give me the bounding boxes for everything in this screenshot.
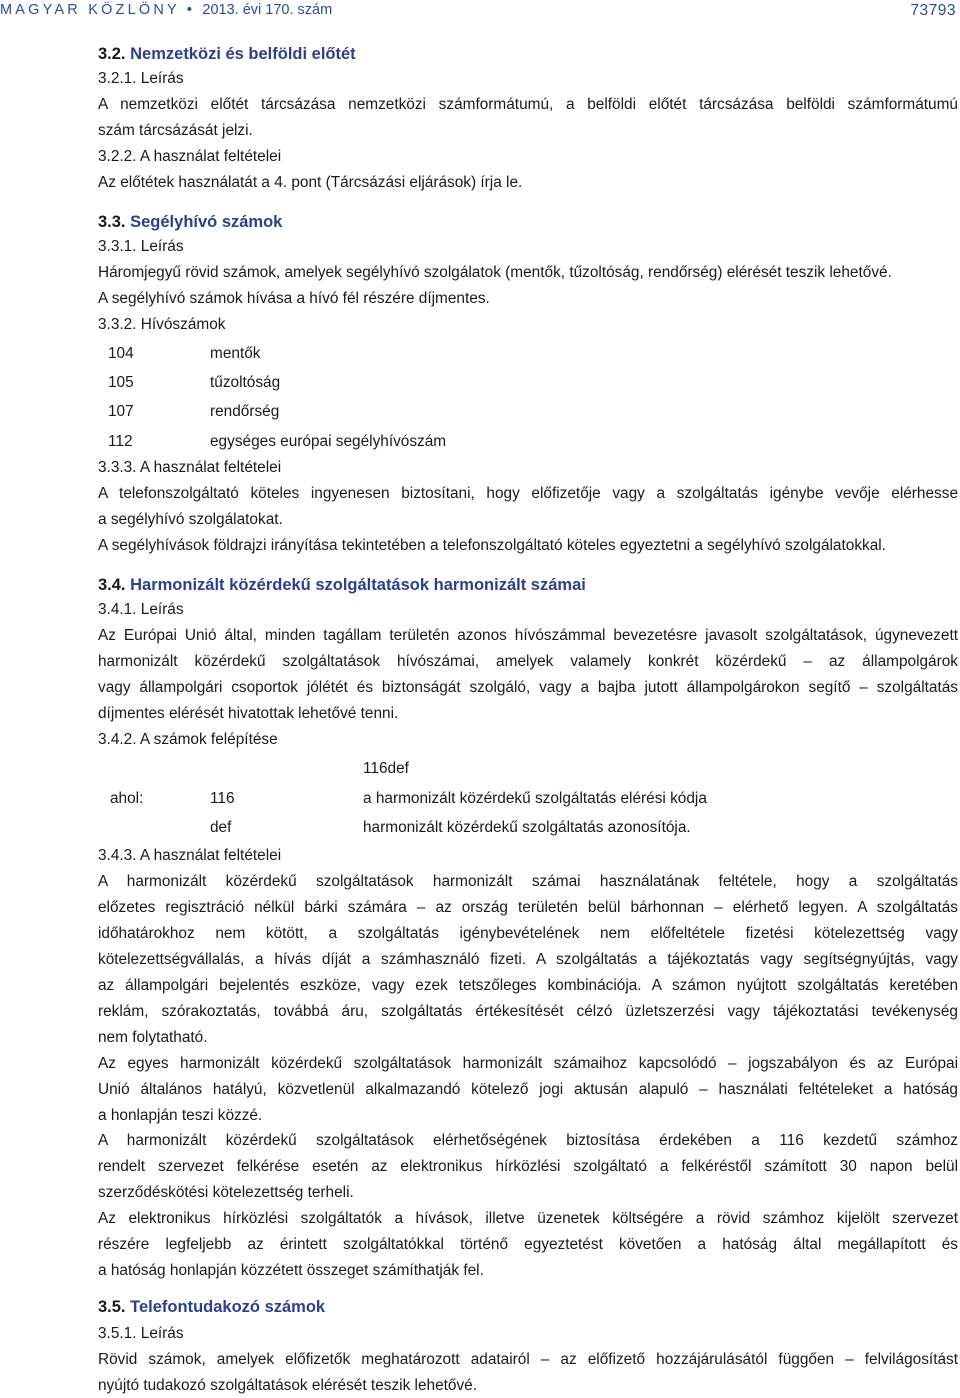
- section-heading: [98, 575, 586, 595]
- paragraph-line: A telefonszolgáltató köteles ingyenesen biztosítani, hogy előfizetője vagy a szolgáltatás igénybe vevője elérhesse: [98, 485, 958, 502]
- paragraph-line: nyújtó tudakozó szolgáltatások elérését teszik lehetővé.: [98, 1377, 478, 1394]
- section-heading: [98, 44, 356, 64]
- paragraph-line: szerződéskötési kötelezettség terheli.: [98, 1184, 354, 1201]
- paragraph-line: reklám, szórakoztatás, továbbá áru, szolgáltatás értékesítését célzó üzletszerzési vagy tájékoztatási tevékenység: [98, 1003, 958, 1020]
- paragraph-line: nem folytatható.: [98, 1029, 208, 1046]
- structure-code: def: [210, 819, 232, 836]
- structure-meaning: a harmonizált közérdekű szolgáltatás elérési kódja: [363, 790, 707, 807]
- paragraph-line: szám tárcsázását jelzi.: [98, 122, 253, 139]
- section-title: Nemzetközi és belföldi előtét: [130, 45, 356, 63]
- section-title: Segélyhívó számok: [130, 213, 283, 231]
- subsection-heading: 3.3.1. Leírás: [98, 238, 184, 255]
- paragraph-line: előzetes regisztráció nélkül bárki számára – az ország területén belül bárhonnan – elérhető legyen. A szolgáltatás: [98, 899, 958, 916]
- section-number: 3.5.: [98, 1298, 126, 1316]
- paragraph-line: Az Európai Unió által, minden tagállam területén azonos hívószámmal bevezetésre javasolt szolgáltatások, úgynevezett: [98, 627, 958, 644]
- emergency-service: rendőrség: [210, 403, 280, 420]
- emergency-service: egységes európai segélyhívószám: [210, 433, 447, 450]
- paragraph-line: Rövid számok, amelyek előfizetők meghatározott adatairól – az előfizető hozzájárulásától függően – felvilágosítást: [98, 1351, 958, 1368]
- subsection-heading: 3.2.1. Leírás: [98, 70, 184, 87]
- emergency-service: tűzoltóság: [210, 374, 281, 391]
- section-number: 3.4.: [98, 576, 126, 594]
- section-title: Telefontudakozó számok: [130, 1298, 326, 1316]
- paragraph-line: A harmonizált közérdekű szolgáltatások elérhetőségének biztosítása érdekében a 116 kezdetű számhoz: [98, 1132, 958, 1149]
- paragraph-line: harmonizált közérdekű szolgáltatások hívószámai, amelyek valamely konkrét közérdekű – az állampolgárok: [98, 653, 958, 670]
- emergency-number: 107: [108, 403, 134, 420]
- paragraph-line: A harmonizált közérdekű szolgáltatások harmonizált számai használatának feltétele, hogy a szolgáltatás: [98, 873, 958, 890]
- paragraph-line: Unió általános hatályú, közvetlenül alkalmazandó kötelező jogi aktusán alapuló – használati feltételeket a hatóság: [98, 1081, 958, 1098]
- paragraph-line: részére legfeljebb az érintett szolgáltatókkal történő egyeztetést követően a hatóság által megállapított és: [98, 1236, 958, 1253]
- emergency-service: mentők: [210, 345, 261, 362]
- emergency-number: 112: [108, 433, 133, 450]
- paragraph-line: Háromjegyű rövid számok, amelyek segélyhívó szolgálatok (mentők, tűzoltóság, rendőrség) elérését teszik lehetővé.: [98, 264, 892, 281]
- paragraph-line: rendelt szervezet felkérése esetén az elektronikus hírközlési szolgáltató a felkéréstől számított 30 napon belül: [98, 1158, 958, 1175]
- section-title: Harmonizált közérdekű szolgáltatások harmonizált számai: [130, 576, 586, 594]
- paragraph-line: A segélyhívó számok hívása a hívó fél részére díjmentes.: [98, 290, 490, 307]
- paragraph-line: Az elektronikus hírközlési szolgáltatók a hívások, illetve üzenetek költségére a rövid számhoz kijelölt szervezet: [98, 1210, 958, 1227]
- section-number: 3.3.: [98, 213, 126, 231]
- number-format: 116def: [363, 760, 409, 777]
- paragraph-line: kötelezettségvállalás, a hívás díját a számhasználó fizeti. A szolgáltatás a tájékoztatás vagy segítségnyújtás, vagy: [98, 951, 958, 968]
- page-number: 73793: [910, 2, 956, 19]
- structure-meaning: harmonizált közérdekű szolgáltatás azonosítója.: [363, 819, 691, 836]
- paragraph-line: időhatárokhoz nem kötött, a szolgáltatás igénybevételének nem előfeltétele fizetési kötelezettség vagy: [98, 925, 958, 942]
- paragraph-line: a segélyhívó szolgálatokat.: [98, 511, 283, 528]
- journal-header: [0, 2, 332, 18]
- paragraph-line: Az előtétek használatát a 4. pont (Tárcsázási eljárások) írja le.: [98, 174, 523, 191]
- structure-code: 116: [210, 790, 235, 807]
- subsection-heading: 3.2.2. A használat feltételei: [98, 148, 282, 165]
- section-heading: [98, 1297, 325, 1317]
- emergency-number: 104: [108, 345, 134, 362]
- paragraph-line: a honlapján teszi közzé.: [98, 1107, 263, 1124]
- journal-title: MAGYAR KÖZLÖNY: [0, 2, 180, 18]
- paragraph-line: díjmentes elérését hivatottak lehetővé tenni.: [98, 705, 399, 722]
- emergency-number: 105: [108, 374, 134, 391]
- paragraph-line: az állampolgári bejelentés eszköze, vagy ezek tetszőleges kombinációja. A számon nyújtott szolgáltatás keretében: [98, 977, 958, 994]
- paragraph-line: vagy állampolgári csoportok jólétét és biztonságát szolgáló, vagy a bajba jutott állampolgárokon segítő – szolgáltatás: [98, 679, 958, 696]
- paragraph-line: a hatóság honlapján közzétett összeget számíthatják fel.: [98, 1262, 484, 1279]
- subsection-heading: 3.4.2. A számok felépítése: [98, 731, 278, 748]
- header-separator: •: [186, 2, 196, 18]
- paragraph-line: Az egyes harmonizált közérdekű szolgáltatások harmonizált számaihoz kapcsolódó – jogszabályon és az Európai: [98, 1055, 958, 1072]
- subsection-heading: 3.4.1. Leírás: [98, 601, 184, 618]
- where-label: ahol:: [110, 790, 144, 807]
- subsection-heading: 3.4.3. A használat feltételei: [98, 847, 282, 864]
- subsection-heading: 3.5.1. Leírás: [98, 1325, 184, 1342]
- paragraph-line: A segélyhívások földrajzi irányítása tekintetében a telefonszolgáltató köteles egyeztetni a segélyhívó szolgálatokkal.: [98, 537, 886, 554]
- paragraph-line: A nemzetközi előtét tárcsázása nemzetközi számformátumú, a belföldi előtét tárcsázása belföldi számformátumú: [98, 96, 958, 113]
- section-heading: [98, 212, 282, 232]
- issue-label: 2013. évi 170. szám: [202, 2, 333, 18]
- section-number: 3.2.: [98, 45, 126, 63]
- subsection-heading: 3.3.2. Hívószámok: [98, 316, 226, 333]
- subsection-heading: 3.3.3. A használat feltételei: [98, 459, 282, 476]
